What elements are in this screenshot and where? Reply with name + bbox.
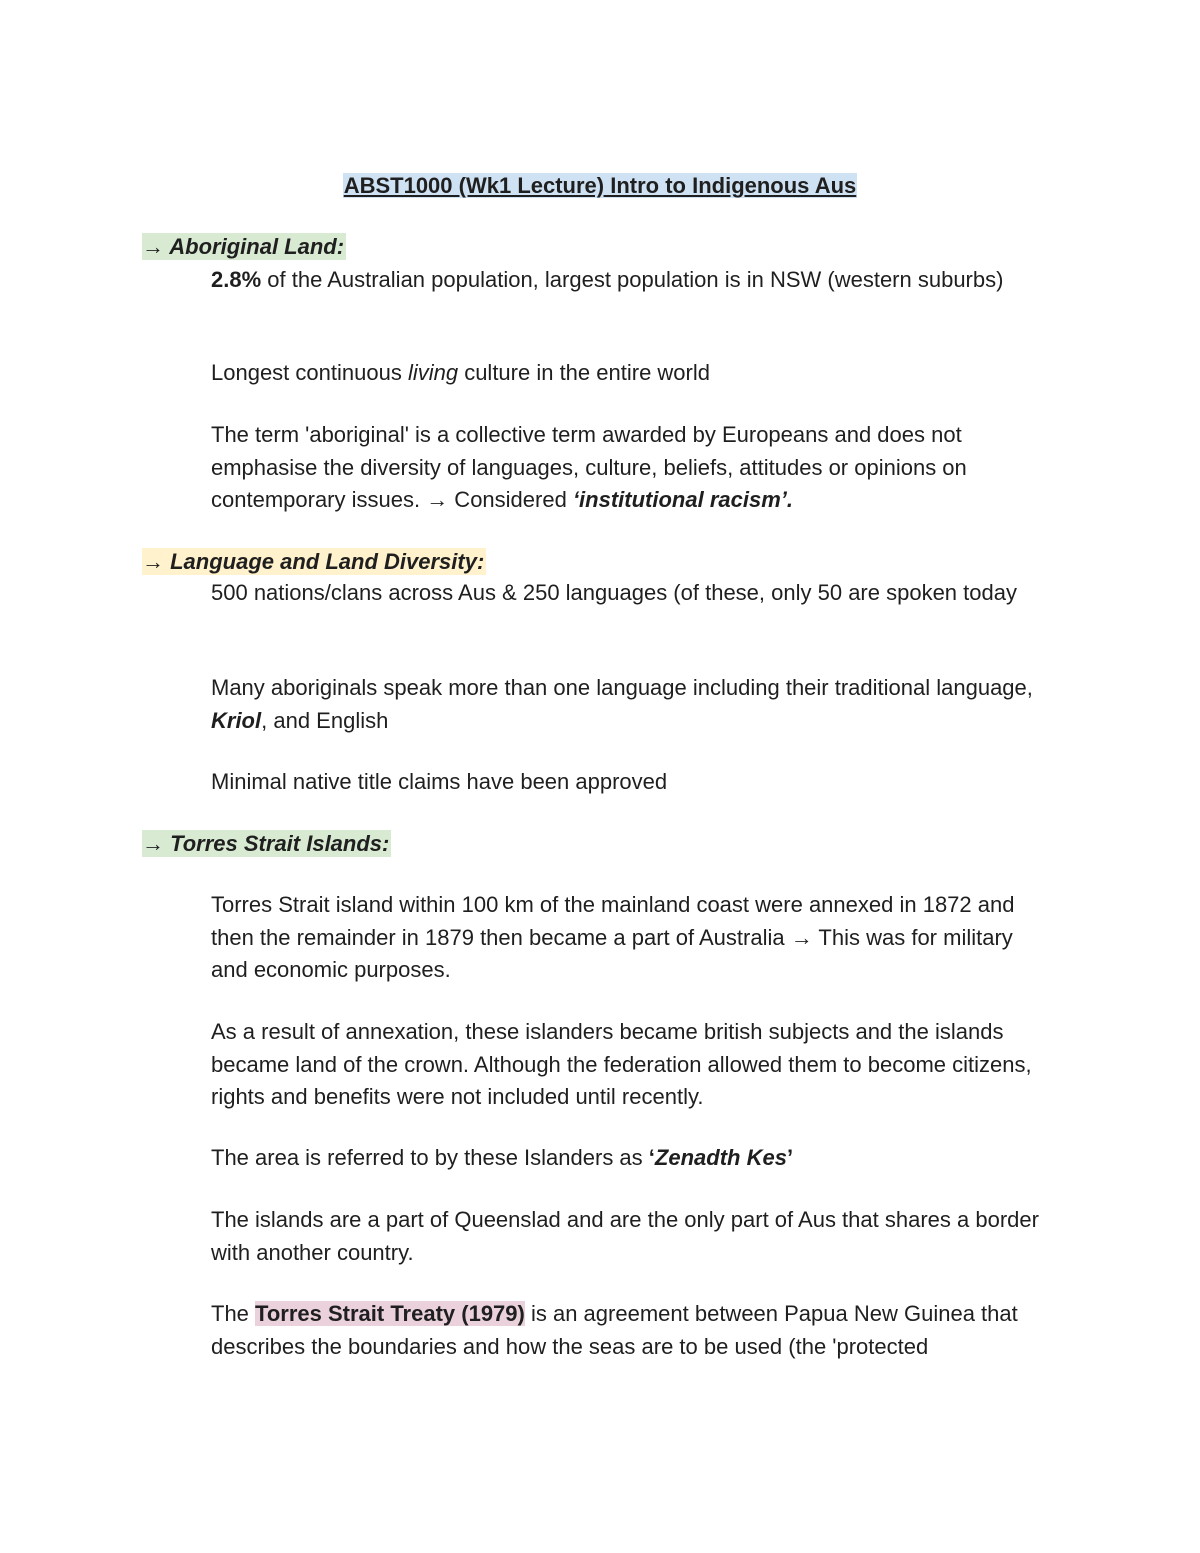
- heading-language-land: [142, 546, 486, 578]
- paragraph-term-aboriginal: [211, 419, 1051, 517]
- paragraph-kriol: [211, 672, 1051, 737]
- paragraph-nations-languages: [211, 577, 1051, 610]
- paragraph-native-title: [211, 766, 1051, 799]
- treaty-highlight: Torres Strait Treaty (1979): [255, 1301, 525, 1326]
- zenadth-kes-em: Zenadth Kes: [654, 1145, 787, 1170]
- paragraph-queensland-border: [211, 1204, 1051, 1269]
- institutional-racism-emphasis: ‘institutional racism’.: [572, 487, 793, 512]
- kriol-pre: Many aboriginals speak more than one language including their traditional language,: [211, 675, 1033, 700]
- zenadth-kes-quote-open: ‘: [648, 1145, 655, 1170]
- heading-torres-strait: [142, 828, 391, 860]
- paragraph-population: [211, 264, 1051, 297]
- paragraph-longest-culture: [211, 357, 1051, 390]
- population-stat: 2.8%: [211, 267, 262, 292]
- annexation-dates-text: Torres Strait island within 100 km of the mainland coast were annexed in 1872 and then the remainder in 1879 then became a part of Australia → This was for military and economic purposes.: [211, 892, 1015, 982]
- heading-aboriginal-land: [142, 231, 346, 263]
- heading-torres-strait-text: → Torres Strait Islands:: [142, 831, 390, 856]
- longest-culture-pre: Longest continuous: [211, 360, 408, 385]
- treaty-pre: The: [211, 1301, 256, 1326]
- zenadth-kes-quote-close: ’: [786, 1145, 794, 1170]
- heading-aboriginal-land-text: → Aboriginal Land:: [142, 234, 345, 259]
- nations-languages-text: 500 nations/clans across Aus & 250 languages (of these, only 50 are spoken today: [211, 580, 1017, 605]
- heading-language-land-text: → Language and Land Diversity:: [142, 549, 485, 574]
- document-title-text: ABST1000 (Wk1 Lecture) Intro to Indigenous Aus: [343, 173, 857, 198]
- british-subjects-text: As a result of annexation, these islanders became british subjects and the islands became land of the crown. Although the federation allowed them to become citizens, rights and benefits were not included until recently.: [211, 1019, 1032, 1109]
- population-text: of the Australian population, largest population is in NSW (western suburbs): [261, 267, 1004, 292]
- native-title-text: Minimal native title claims have been approved: [211, 769, 668, 794]
- kriol-em: Kriol: [211, 707, 262, 733]
- document-title: [0, 170, 1200, 202]
- queensland-border-text: The islands are a part of Queenslad and are the only part of Aus that shares a border with another country.: [211, 1207, 1039, 1265]
- treaty-post: is an agreement between Papua New Guinea that describes the boundaries and how the seas are to be used (the 'protected: [211, 1301, 1018, 1359]
- term-aboriginal-text: The term 'aboriginal' is a collective term awarded by Europeans and does not emphasise the diversity of languages, culture, beliefs, attitudes or opinions on contemporary issues. → Considered: [211, 422, 967, 512]
- kriol-post: , and English: [261, 707, 389, 733]
- longest-culture-em: living: [407, 360, 459, 385]
- paragraph-annexation-dates: [211, 889, 1051, 987]
- paragraph-zenadth-kes: [211, 1142, 1051, 1175]
- paragraph-treaty: [211, 1298, 1051, 1363]
- zenadth-kes-pre: The area is referred to by these Islanders as: [211, 1145, 649, 1170]
- longest-culture-post: culture in the entire world: [458, 360, 710, 385]
- paragraph-british-subjects: [211, 1016, 1051, 1114]
